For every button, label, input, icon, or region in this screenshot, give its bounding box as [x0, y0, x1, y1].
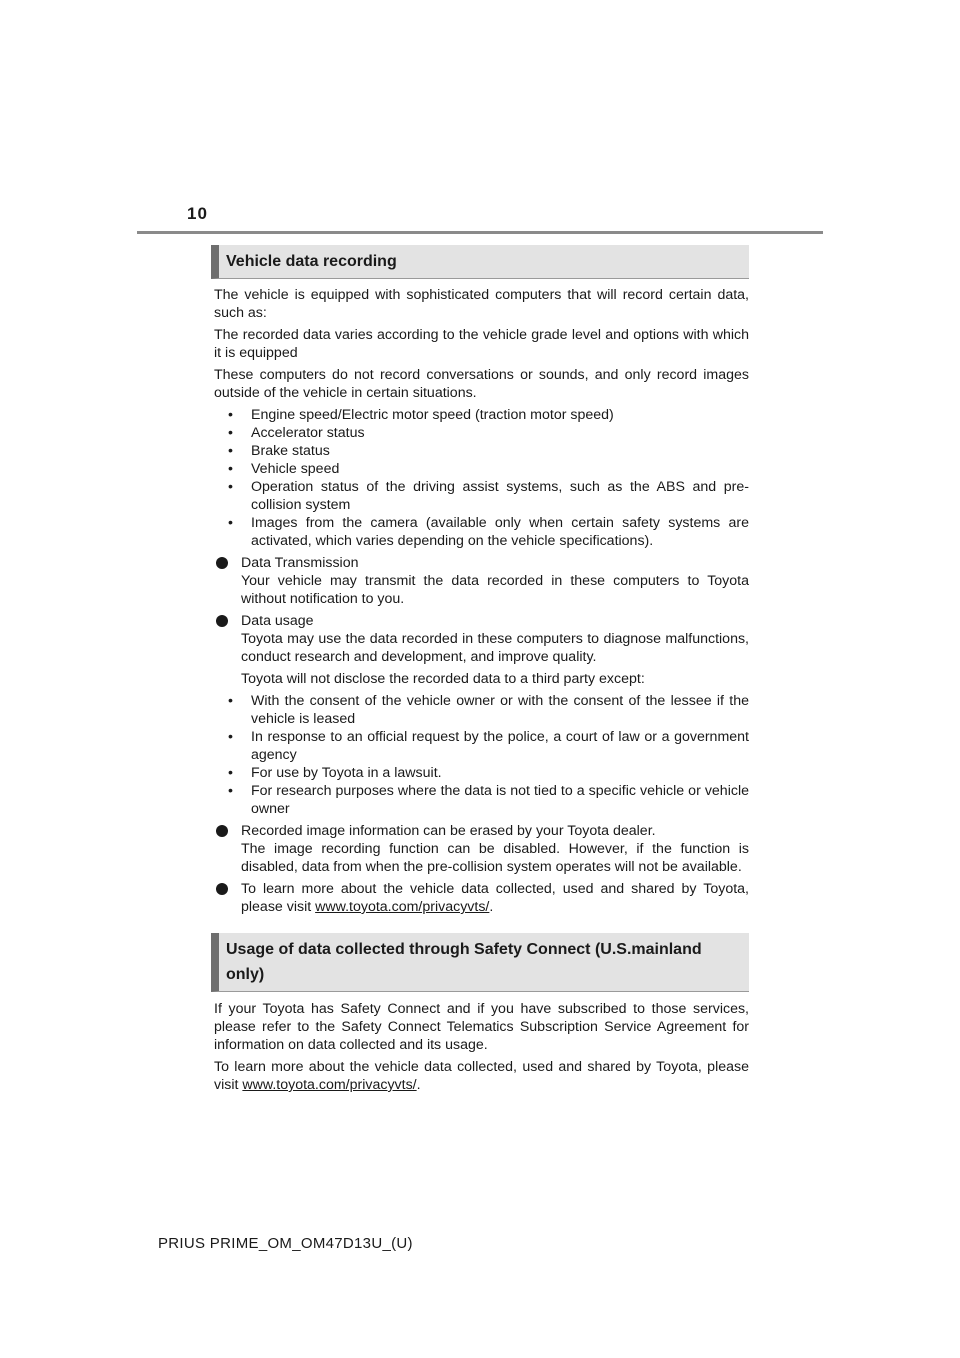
disclosure-exceptions-list: [241, 692, 749, 818]
privacy-link[interactable]: www.toyota.com/privacyvts/: [315, 899, 490, 915]
learn-more-prefix: To learn more about the vehicle data collected, used and shared by Toyota, please visit: [241, 881, 749, 915]
data-transmission-title: Data Transmission: [241, 555, 359, 571]
intro-paragraph: The vehicle is equipped with sophisticated computers that will record certain data, such as:: [214, 287, 749, 321]
list-item: • In response to an official request by the police, a court of law or a government agency: [241, 728, 749, 764]
data-transmission-item: [214, 554, 749, 608]
image-info-body: The image recording function can be disabled. However, if the function is disabled, data from when the pre-collision system operates will not be available.: [241, 841, 749, 875]
safety-connect-paragraph: If your Toyota has Safety Connect and if you have subscribed to those services, please refer to the Safety Connect Telematics Subscription Service Agreement for information on data collected and its usage.: [214, 1001, 749, 1053]
learn-more-suffix: .: [416, 1077, 421, 1093]
filled-circle-icon: [216, 825, 228, 837]
data-usage-body: Toyota may use the data recorded in these computers to diagnose malfunctions, conduct research and development, and improve quality.: [241, 631, 749, 665]
learn-more-text: [241, 880, 749, 916]
list-item: • Images from the camera (available only when certain safety systems are activated, which varies depending on the vehicle specifications).: [214, 514, 749, 550]
image-info-item: [214, 822, 749, 876]
conversations-paragraph: These computers do not record conversations or sounds, and only record images outside of the vehicle in certain situations.: [214, 367, 749, 401]
data-usage-title: Data usage: [241, 613, 314, 629]
list-item: • Vehicle speed: [214, 460, 749, 478]
safety-connect-learn-more: [214, 1058, 749, 1094]
grade-paragraph: The recorded data varies according to the vehicle grade level and options with which it is equipped: [214, 327, 749, 361]
learn-more-item: [214, 880, 749, 916]
list-item: • Engine speed/Electric motor speed (traction motor speed): [214, 406, 749, 424]
list-item: • For research purposes where the data is not tied to a specific vehicle or vehicle owner: [241, 782, 749, 818]
data-usage-item: [214, 612, 749, 818]
list-item: • For use by Toyota in a lawsuit.: [241, 764, 749, 782]
footer-manual-code: PRIUS PRIME_OM_OM47D13U_(U): [158, 1235, 413, 1252]
learn-more-prefix: To learn more about the vehicle data collected, used and shared by Toyota, please visit: [214, 1059, 749, 1093]
page-number: 10: [187, 204, 208, 223]
filled-circle-icon: [216, 883, 228, 895]
list-item: • With the consent of the vehicle owner or with the consent of the lessee if the vehicle is leased: [241, 692, 749, 728]
list-item: • Brake status: [214, 442, 749, 460]
data-transmission-body: Your vehicle may transmit the data recorded in these computers to Toyota without notification to you.: [241, 573, 749, 607]
filled-circle-icon: [216, 557, 228, 569]
recorded-data-list: [214, 406, 749, 550]
privacy-link[interactable]: www.toyota.com/privacyvts/: [242, 1077, 417, 1093]
list-item: • Accelerator status: [214, 424, 749, 442]
section-title-vehicle-data-recording: Vehicle data recording: [211, 245, 749, 279]
image-info-title: Recorded image information can be erased by your Toyota dealer.: [241, 823, 656, 839]
list-item: • Operation status of the driving assist systems, such as the ABS and pre-collision system: [214, 478, 749, 514]
disclosure-paragraph: Toyota will not disclose the recorded data to a third party except:: [241, 671, 645, 687]
learn-more-suffix: .: [489, 899, 494, 915]
filled-circle-icon: [216, 615, 228, 627]
section-title-safety-connect: Usage of data collected through Safety Connect (U.S.mainland only): [211, 933, 749, 992]
header-rule: [137, 231, 823, 234]
page-content: [211, 245, 749, 1098]
